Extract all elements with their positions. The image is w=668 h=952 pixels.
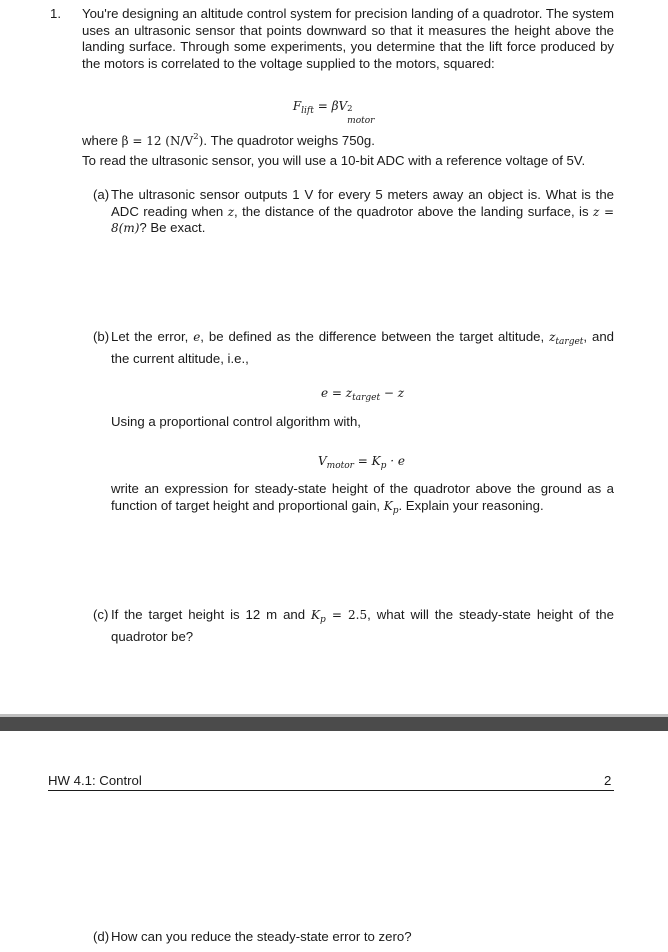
adc-line: To read the ultrasonic sensor, you will use a 10-bit ADC with a reference voltage of 5V. <box>82 153 586 168</box>
error-equation: $e = z_{target} - z$ <box>321 386 405 403</box>
part-b-label: (b) <box>93 329 110 344</box>
problem-intro: You're designing an altitude control system for precision landing of a quadrotor. The system uses an ultrasonic sensor that points downward so that it measures the height above the landing surface. Through some experiments, you determine that the lift force produced by the motors is correlated to the voltage supplied to the motors, squared: <box>82 6 614 71</box>
part-b-text: Let the error, e, be defined as the difference between the target altitude, $z_{target}$, and the current altitude, i.e., <box>111 329 614 366</box>
page-number: 2 <box>604 773 612 788</box>
problem-number: 1. <box>50 6 61 21</box>
footer-title: HW 4.1: Control <box>48 773 142 788</box>
vmotor-equation: $V_{motor} = K_p \cdot e$ <box>318 454 405 471</box>
part-a-label: (a) <box>93 187 110 202</box>
part-d-text: How can you reduce the steady-state error to zero? <box>111 929 412 944</box>
part-a-text: The ultrasonic sensor outputs 1 V for every 5 meters away an object is. What is the ADC reading when z, the distance of the quadrotor above the landing surface, is z = 8(m)? Be exact. <box>111 187 615 235</box>
where-line: where β = 12 $(N/V^2)$. The quadrotor weighs 750g. <box>82 132 375 148</box>
part-b-question: write an expression for steady-state height of the quadrotor above the ground as a function of target height and proportional gain, $K_p$. Explain your reasoning. <box>111 481 614 516</box>
page-break <box>0 717 668 731</box>
proportional-text: Using a proportional control algorithm with, <box>111 414 361 429</box>
lift-equation: $F_{lift} = \beta V$ 2 motor <box>292 99 375 126</box>
header-rule <box>48 790 614 791</box>
part-c-label: (c) <box>93 607 109 622</box>
part-c-text: If the target height is 12 m and $K_p = 2.5$, what will the steady-state height of the quadrotor be? <box>111 607 614 644</box>
part-d-label: (d) <box>93 929 110 944</box>
